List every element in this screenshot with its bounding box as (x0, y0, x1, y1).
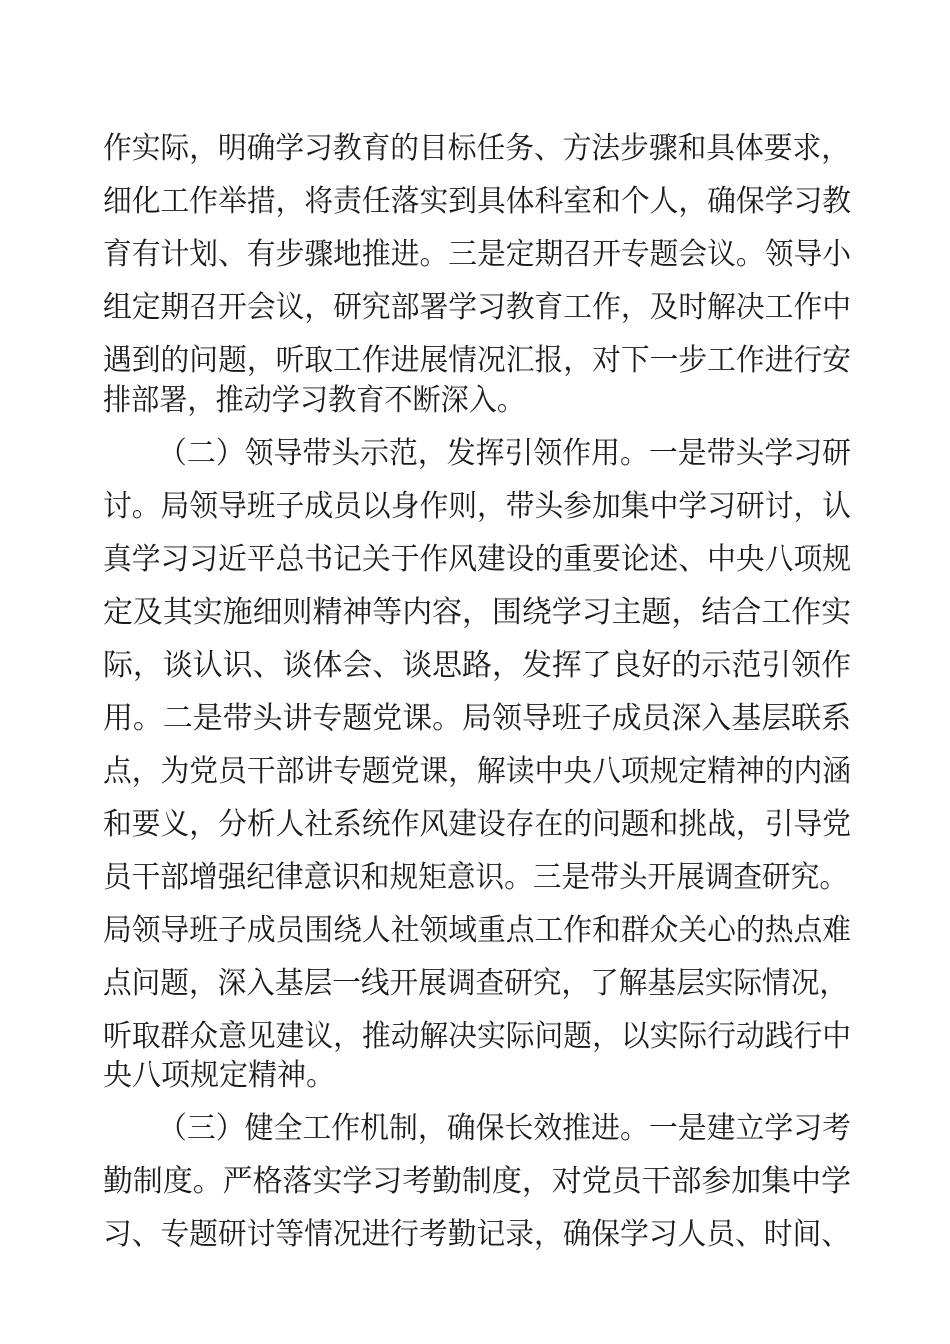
line-text: 际，谈认识、谈体会、谈思路，发挥了良好的示范引领作 (103, 648, 851, 683)
line-text: 员干部增强纪律意识和规矩意识。三是带头开展调查研究。 (103, 860, 848, 895)
text-line (0, 375, 950, 427)
line-text: 点问题，深入基层一线开展调查研究，了解基层实际情况， (103, 966, 848, 1001)
line-text: 排部署，推动学习教育不断深入。 (103, 383, 525, 418)
line-text: 真学习习近平总书记关于作风建设的重要论述、中央八项规 (103, 542, 851, 577)
text-line (0, 123, 950, 175)
text-line (0, 534, 950, 586)
text-line (0, 852, 950, 904)
line-text: （三）健全工作机制，确保长效推进。一是建立学习考 (158, 1111, 851, 1146)
line-text: 遇到的问题，听取工作进展情况汇报，对下一步工作进行安 (103, 343, 851, 378)
paragraph-heading-line (0, 428, 950, 480)
text-line (0, 640, 950, 692)
line-text: （二）领导带头示范，发挥引领作用。一是带头学习研 (158, 436, 851, 471)
line-text: 和要义，分析人社系统作风建设存在的问题和挑战，引导党 (103, 807, 851, 842)
line-text: 习、专题研讨等情况进行考勤记录，确保学习人员、时间、 (103, 1217, 850, 1252)
text-line (0, 799, 950, 851)
line-text: 局领导班子成员围绕人社领域重点工作和群众关心的热点难 (103, 913, 851, 948)
text-line (0, 282, 950, 334)
line-text: 育有计划、有步骤地推进。三是定期召开专题会议。领导小 (103, 237, 851, 272)
line-text: 用。二是带头讲专题党课。局领导班子成员深入基层联系 (103, 701, 851, 736)
line-text: 听取群众意见建议，推动解决实际问题，以实际行动践行中 (103, 1019, 851, 1054)
line-text: 央八项规定精神。 (103, 1058, 335, 1093)
text-line (0, 176, 950, 228)
text-line (0, 229, 950, 281)
text-line (0, 746, 950, 798)
paragraph-heading-line (0, 1103, 950, 1155)
line-text: 组定期召开会议，研究部署学习教育工作，及时解决工作中 (103, 290, 851, 325)
text-line (0, 481, 950, 533)
text-line (0, 1050, 950, 1102)
text-line (0, 1156, 950, 1208)
line-text: 作实际，明确学习教育的目标任务、方法步骤和具体要求， (103, 131, 850, 166)
text-line (0, 693, 950, 745)
line-text: 勤制度。严格落实学习考勤制度，对党员干部参加集中学 (103, 1164, 851, 1199)
text-line (0, 1209, 950, 1261)
text-line (0, 958, 950, 1010)
line-text: 点，为党员干部讲专题党课，解读中央八项规定精神的内涵 (103, 754, 851, 789)
text-line (0, 587, 950, 639)
line-text: 定及其实施细则精神等内容，围绕学习主题，结合工作实 (103, 595, 851, 630)
line-text: 讨。局领导班子成员以身作则，带头参加集中学习研讨，认 (103, 489, 851, 524)
text-line (0, 905, 950, 957)
line-text: 细化工作举措，将责任落实到具体科室和个人，确保学习教 (103, 184, 851, 219)
